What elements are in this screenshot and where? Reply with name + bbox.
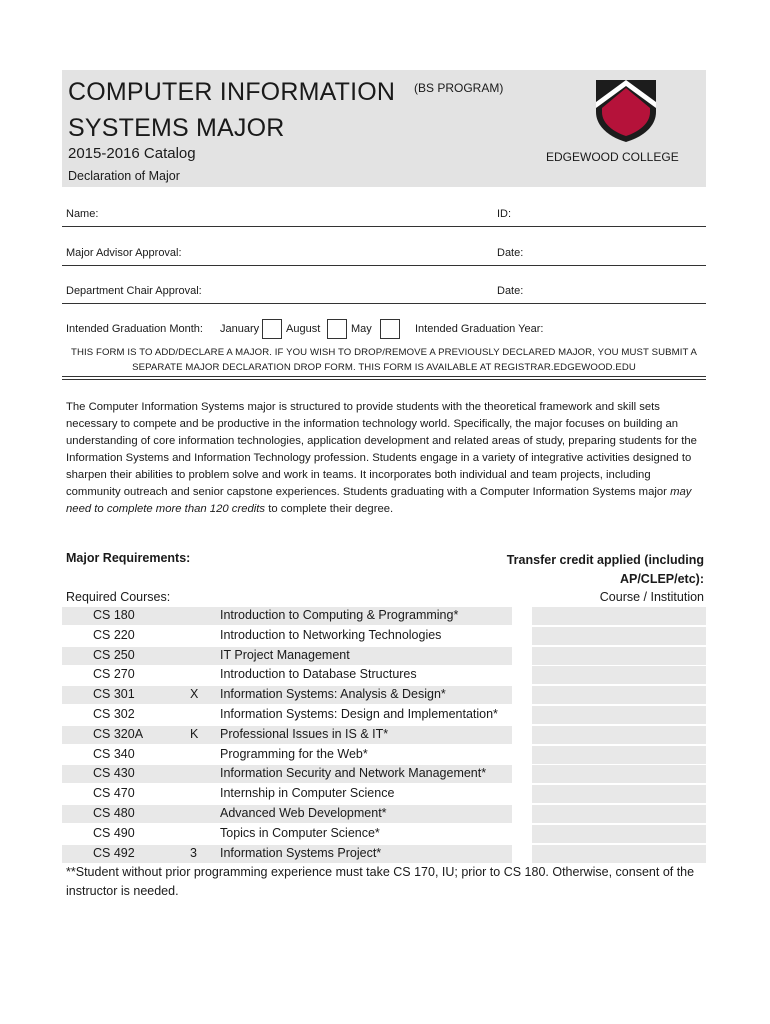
course-institution-label: Course / Institution [599, 590, 704, 604]
transfer-credit-input[interactable] [532, 627, 706, 645]
table-row [62, 804, 706, 824]
major-description [66, 399, 706, 518]
transfer-credit-input[interactable] [532, 726, 706, 744]
notice-line-2: SEPARATE MAJOR DECLARATION DROP FORM. THIS FORM IS AVAILABLE AT REGISTRAR.EDGEWOOD.EDU [132, 362, 636, 373]
course-name: Topics in Computer Science* [220, 825, 380, 840]
chair-date-label: Date: [497, 285, 524, 297]
table-row [62, 665, 706, 685]
course-flag: K [190, 726, 199, 741]
course-name: Information Security and Network Management* [220, 766, 487, 781]
title-line-1: COMPUTER INFORMATION [68, 78, 396, 106]
course-table [62, 606, 706, 863]
table-row [62, 844, 706, 864]
form-header [62, 70, 706, 187]
graduation-row [62, 318, 706, 342]
chair-label: Department Chair Approval: [66, 285, 202, 297]
name-field-row[interactable] [62, 204, 706, 227]
transfer-credit-input[interactable] [532, 746, 706, 764]
requirements-heading: Major Requirements: [66, 551, 191, 565]
course-code: CS 480 [93, 805, 135, 820]
table-row [62, 705, 706, 725]
course-code: CS 220 [93, 627, 135, 642]
course-flag: X [190, 687, 199, 702]
form-subtitle: Declaration of Major [68, 169, 180, 183]
drop-form-notice [62, 345, 706, 375]
course-code: CS 320A [93, 726, 144, 741]
transfer-credit-input[interactable] [532, 607, 706, 625]
transfer-credit-input[interactable] [532, 647, 706, 665]
course-code: CS 302 [93, 706, 135, 721]
course-name: Information Systems Project* [220, 845, 382, 860]
course-code: CS 270 [93, 667, 135, 682]
notice-line-1: THIS FORM IS TO ADD/DECLARE A MAJOR. IF YOU WISH TO DROP/REMOVE A PREVIOUSLY DECLARED MAJOR, YOU MUST SUBMIT A [70, 347, 698, 358]
may-checkbox[interactable] [380, 319, 400, 339]
course-code: CS 490 [93, 825, 135, 840]
month-january-label: January [220, 323, 260, 335]
chair-field-row[interactable] [62, 281, 706, 304]
course-name: Introduction to Computing & Programming* [220, 608, 459, 622]
divider [62, 379, 706, 380]
course-name: Information Systems: Design and Implementation* [220, 706, 498, 721]
transfer-credit-input[interactable] [532, 666, 706, 684]
month-may-label: May [351, 323, 372, 335]
transfer-heading-line-1: Transfer credit applied (including [506, 553, 704, 567]
course-flag: 3 [190, 845, 197, 860]
course-name: Introduction to Database Structures [220, 667, 417, 682]
course-code: CS 250 [93, 647, 135, 662]
college-crest-icon [594, 78, 658, 142]
table-row [62, 725, 706, 745]
footnote: **Student without prior programming experience must take CS 170, IU; prior to CS 180. Otherwise, consent of the instructor is needed. [66, 865, 695, 898]
table-row [62, 685, 706, 705]
advisor-label: Major Advisor Approval: [66, 247, 182, 259]
grad-year-label: Intended Graduation Year: [415, 323, 544, 335]
transfer-credit-input[interactable] [532, 686, 706, 704]
course-code: CS 470 [93, 786, 135, 801]
divider [62, 376, 706, 377]
course-name: Advanced Web Development* [220, 805, 387, 820]
transfer-credit-input[interactable] [532, 765, 706, 783]
transfer-credit-input[interactable] [532, 845, 706, 863]
title-line-2: SYSTEMS MAJOR [68, 114, 285, 142]
description-tail: to complete their degree. [268, 503, 394, 515]
transfer-credit-heading [454, 551, 704, 589]
table-row [62, 784, 706, 804]
course-code: CS 301 [93, 687, 135, 702]
course-code: CS 430 [93, 766, 135, 781]
table-row [62, 745, 706, 765]
course-name: Internship in Computer Science [220, 786, 395, 801]
month-august-label: August [286, 323, 321, 335]
transfer-credit-input[interactable] [532, 785, 706, 803]
grad-month-label: Intended Graduation Month: [66, 323, 203, 335]
transfer-credit-input[interactable] [532, 805, 706, 823]
transfer-credit-input[interactable] [532, 825, 706, 843]
course-name: Introduction to Networking Technologies [220, 627, 442, 642]
program-label: (BS PROGRAM) [414, 81, 504, 95]
august-checkbox[interactable] [327, 319, 347, 339]
course-name: Programming for the Web* [220, 746, 368, 761]
description-text: The Computer Information Systems major is structured to provide students with the theoretical framework and skill sets necessary to compete and be productive in the information technology world. Specifically, the major focuses on building an understanding of core information technologies, application development and related areas of study, preparing students for the Information Systems and Information Technology profession. Students engage in a variety of integrative activities designed to sharpen their abilities to problem solve and work in teams. It incorporates both individual and team projects, including community outreach and senior capstone experiences. Students graduating with a Computer Information Systems major [66, 401, 697, 498]
table-row [62, 626, 706, 646]
table-row [62, 646, 706, 666]
catalog-year: 2015-2016 Catalog [68, 145, 196, 162]
january-checkbox[interactable] [262, 319, 282, 339]
table-row [62, 824, 706, 844]
course-name: Information Systems: Analysis & Design* [220, 687, 446, 702]
required-courses-label: Required Courses: [66, 590, 171, 604]
table-row [62, 764, 706, 784]
transfer-heading-line-2: AP/CLEP/etc): [619, 572, 704, 586]
course-name: IT Project Management [220, 647, 350, 662]
id-label: ID: [497, 208, 512, 220]
course-name: Professional Issues in IS & IT* [220, 726, 389, 741]
advisor-date-label: Date: [497, 247, 524, 259]
advisor-field-row[interactable] [62, 243, 706, 266]
name-label: Name: [66, 208, 99, 220]
college-name: EDGEWOOD COLLEGE [546, 150, 679, 164]
table-row [62, 606, 706, 626]
credit-emphasis: may need to complete more than 120 credits [66, 486, 692, 515]
course-code: CS 492 [93, 845, 135, 860]
course-code: CS 180 [93, 608, 135, 622]
course-code: CS 340 [93, 746, 135, 761]
transfer-credit-input[interactable] [532, 706, 706, 724]
page-title [68, 74, 395, 146]
